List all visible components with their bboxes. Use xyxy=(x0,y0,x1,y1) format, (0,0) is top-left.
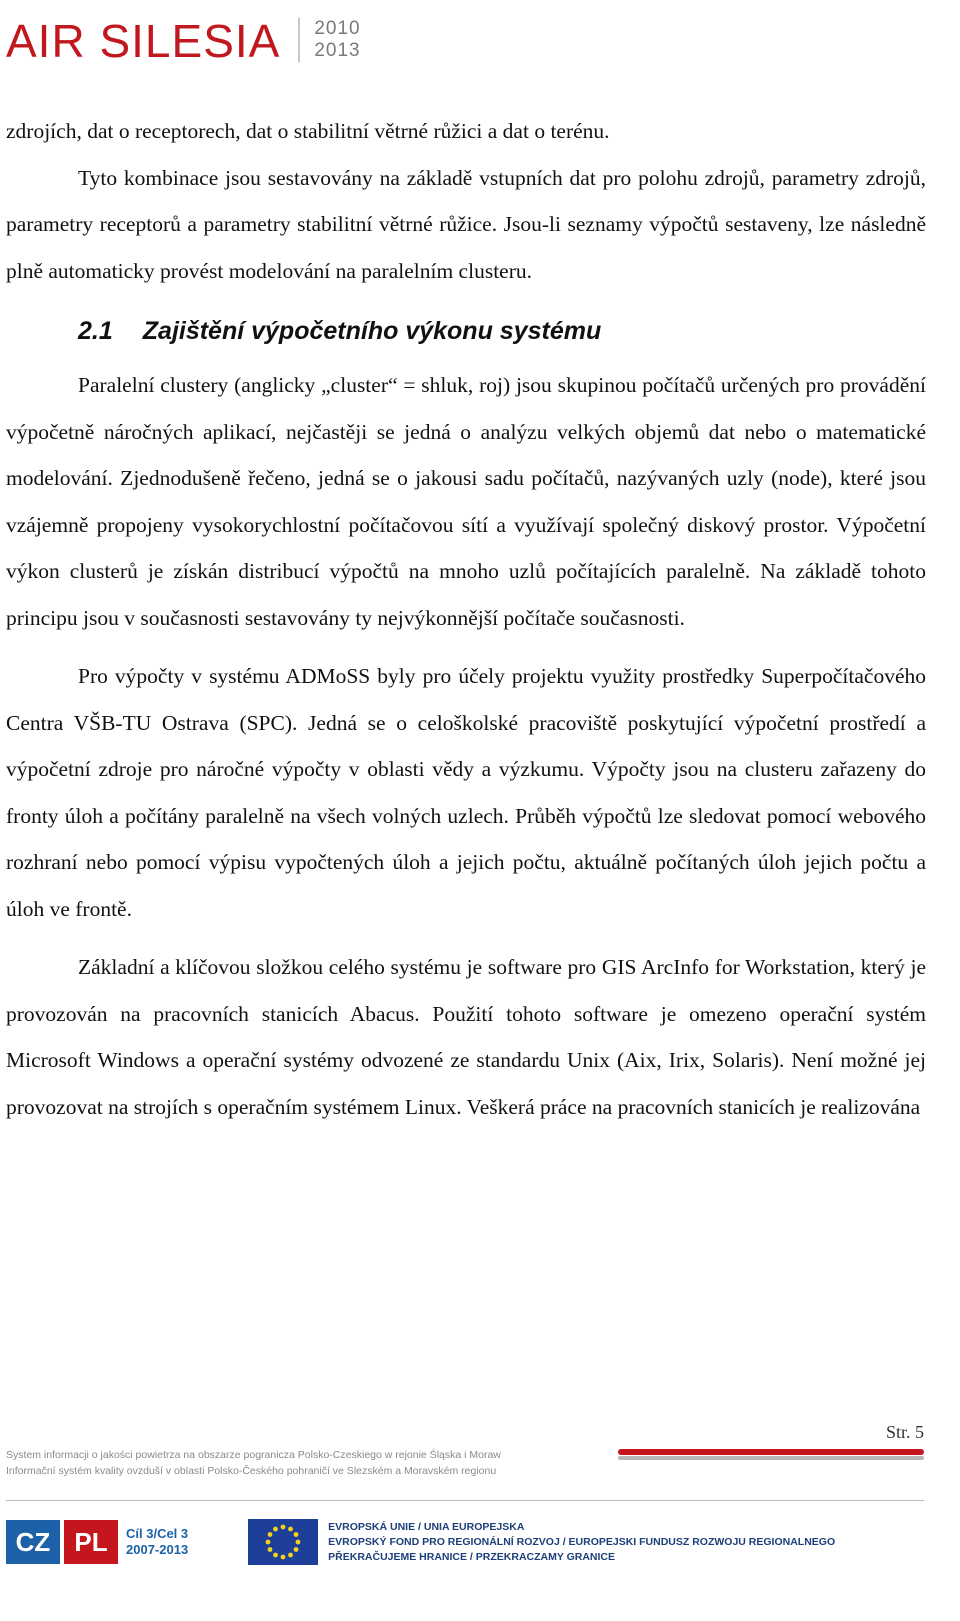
document-body xyxy=(6,108,926,1130)
footer-color-bar xyxy=(618,1449,924,1461)
footer-divider xyxy=(6,1500,924,1501)
eu-line-3: PŘEKRAČUJEME HRANICE / PRZEKRACZAMY GRANICE xyxy=(328,1550,615,1563)
air-silesia-logo xyxy=(6,15,361,67)
logo-year-start: 2010 xyxy=(314,18,361,39)
logo-years xyxy=(298,18,360,62)
cil-label xyxy=(126,1526,188,1558)
section-heading xyxy=(78,306,926,356)
section-title: Zajištění výpočetního výkonu systému xyxy=(142,317,602,345)
section-number: 2.1 xyxy=(78,317,113,345)
cil-years-text: 2007-2013 xyxy=(126,1542,189,1557)
logo-text: AIR SILESIA xyxy=(6,15,281,67)
footer-note-line-pl: System informacji o jakości powietrza na obszarze pogranicza Polsko-Czeskiego w rejonie Śląska i Moraw xyxy=(6,1449,501,1461)
paragraph-1: zdrojích, dat o receptorech, dat o stabilitní větrné růžici a dat o terénu. xyxy=(6,119,610,143)
footer-project-note xyxy=(6,1447,586,1479)
eu-flag-icon xyxy=(248,1519,318,1565)
page-number: Str. 5 xyxy=(885,1422,924,1442)
czpl-pl-block: PL xyxy=(64,1520,118,1564)
eu-funding-text xyxy=(328,1520,835,1565)
footer-logos xyxy=(6,1517,835,1567)
footer-note-line-cz: Informační systém kvality ovzduší v oblasti Polsko-Českého pohraničí ve Slezském a Moravském regionu xyxy=(6,1465,497,1477)
eu-line-2: EVROPSKÝ FOND PRO REGIONÁLNÍ ROZVOJ / EUROPEJSKI FUNDUSZ ROZWOJU REGIONALNEGO xyxy=(328,1535,836,1548)
paragraph-2: Tyto kombinace jsou sestavovány na základě vstupních dat pro polohu zdrojů, parametry zdrojů, parametry receptorů a parametry stabilitní větrné růžice. Jsou-li seznamy výpočtů sestaveny, lze následně plně automaticky provést modelování na paralelním clusteru. xyxy=(6,165,926,283)
eu-line-1: EVROPSKÁ UNIE / UNIA EUROPEJSKA xyxy=(328,1520,525,1533)
paragraph-5: Základní a klíčovou složkou celého systému je software pro GIS ArcInfo for Workstation, který je provozován na pracovních stanicích Abacus. Použití tohoto software je omezeno operační systém Microsoft Windows a operační systémy odvozené ze standardu Unix (Aix, Irix, Solaris). Není možné jej provozovat na strojích s operačním systémem Linux. Veškerá práce na pracovních stanicích je realizována xyxy=(6,955,926,1119)
logo-year-end: 2013 xyxy=(314,40,361,61)
czpl-cz-block: CZ xyxy=(6,1520,60,1564)
paragraph-3: Paralelní clustery (anglicky „cluster“ = shluk, roj) jsou skupinou počítačů určených pro provádění výpočetně náročných aplikací, nejčastěji se jedná o analýzu velkých objemů dat nebo o matematické modelování. Zjednodušeně řečeno, jedná se o jakousi sadu počítačů, nazývaných uzly (node), které jsou vzájemně propojeny vysokorychlostní počítačovou sítí a využívají společný diskový prostor. Výpočetní výkon clusterů je získán distribucí výpočtů na mnoho uzlů počítajících paralelně. Na základě tohoto principu jsou v současnosti sestavovány ty nejvýkonnější počítače současnosti. xyxy=(6,373,926,630)
paragraph-4: Pro výpočty v systému ADMoSS byly pro účely projektu využity prostředky Superpočítačového Centra VŠB-TU Ostrava (SPC). Jedná se o celoškolské pracoviště poskytující výpočetní prostředí a výpočetní zdroje pro náročné výpočty v oblasti vědy a výzkumu. Výpočty jsou na clusteru zařazeny do fronty úloh a počítány paralelně na všech volných uzlech. Průběh výpočtů lze sledovat pomocí webového rozhraní nebo pomocí výpisu vypočtených úloh a jejich počtu, aktuálně počítaných úloh jejich počtu a úloh ve frontě. xyxy=(6,664,926,921)
cil-label-text: Cíl 3/Cel 3 xyxy=(126,1526,189,1541)
czpl-logo xyxy=(6,1517,188,1567)
